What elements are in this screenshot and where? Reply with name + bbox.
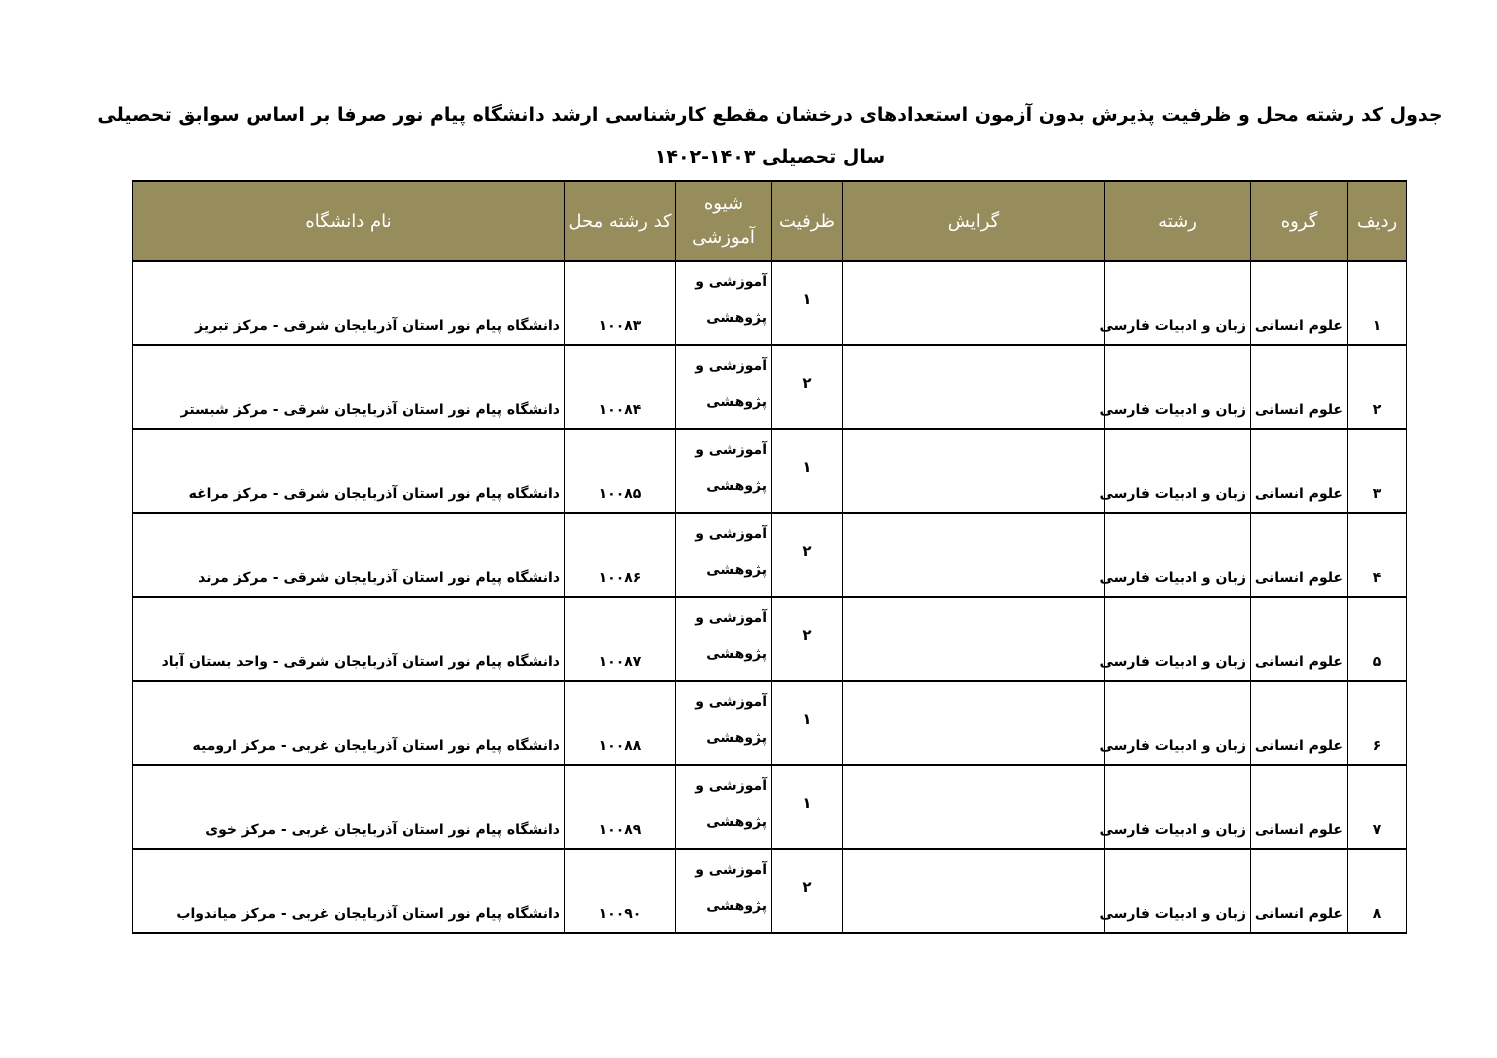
university-text: دانشگاه پیام نور استان آذربایجان غربی - مرکز خوی — [205, 822, 560, 838]
cell-group — [1251, 681, 1348, 765]
cell-radif — [1348, 345, 1407, 429]
radif-text: ۳ — [1372, 486, 1382, 502]
method-text-line2: پژوهشی — [706, 310, 767, 326]
group-text: علوم انسانی — [1254, 402, 1343, 418]
method-text-line2: پژوهشی — [706, 730, 767, 746]
cell-method — [676, 513, 772, 597]
radif-text: ۱ — [1372, 318, 1382, 334]
code-text: ۱۰۰۸۸ — [598, 738, 642, 754]
cell-field — [1099, 429, 1251, 513]
cell-orientation — [843, 765, 1105, 849]
capacity-text: ۱ — [802, 458, 812, 476]
cell-group — [1251, 849, 1348, 933]
cell-code — [565, 765, 676, 849]
field-text: زبان و ادبیات فارسی — [1099, 486, 1246, 502]
cell-group — [1251, 765, 1348, 849]
method-text-line2: پژوهشی — [706, 478, 767, 494]
cell-method — [676, 597, 772, 681]
cell-university — [133, 513, 565, 597]
cell-radif — [1348, 765, 1407, 849]
cell-university — [133, 597, 565, 681]
group-text: علوم انسانی — [1254, 486, 1343, 502]
table-row — [133, 681, 1407, 765]
cell-orientation — [843, 597, 1105, 681]
cell-radif — [1348, 849, 1407, 933]
header-orientation: گرایش — [843, 181, 1105, 261]
header-code: کد رشته محل — [565, 181, 676, 261]
table-row — [133, 429, 1407, 513]
table-row — [133, 345, 1407, 429]
header-field: رشته — [1105, 181, 1251, 261]
cell-field — [1099, 849, 1251, 933]
header-method — [676, 181, 772, 261]
method-text-line1: آموزشی و — [695, 862, 767, 878]
cell-code — [565, 513, 676, 597]
cell-capacity — [772, 345, 843, 429]
cell-capacity — [772, 849, 843, 933]
cell-group — [1251, 597, 1348, 681]
cell-orientation — [843, 261, 1105, 345]
cell-university — [133, 261, 565, 345]
cell-capacity — [772, 597, 843, 681]
field-text: زبان و ادبیات فارسی — [1099, 402, 1246, 418]
group-text: علوم انسانی — [1254, 822, 1343, 838]
header-group: گروه — [1251, 181, 1348, 261]
method-text-line2: پژوهشی — [706, 562, 767, 578]
field-text: زبان و ادبیات فارسی — [1099, 738, 1246, 754]
cell-code — [565, 345, 676, 429]
header-capacity: ظرفیت — [772, 181, 843, 261]
capacity-text: ۱ — [802, 710, 812, 728]
university-text: دانشگاه پیام نور استان آذربایجان غربی - مرکز میاندواب — [176, 906, 560, 922]
cell-code — [565, 261, 676, 345]
field-text: زبان و ادبیات فارسی — [1099, 570, 1246, 586]
capacity-text: ۱ — [802, 290, 812, 308]
cell-field — [1099, 513, 1251, 597]
cell-radif — [1348, 429, 1407, 513]
university-text: دانشگاه پیام نور استان آذربایجان شرقی - واحد بستان آباد — [161, 654, 560, 670]
cell-radif — [1348, 261, 1407, 345]
cell-group — [1251, 429, 1348, 513]
radif-text: ۷ — [1372, 822, 1382, 838]
capacity-text: ۲ — [802, 878, 812, 896]
cell-code — [565, 849, 676, 933]
cell-orientation — [843, 345, 1105, 429]
table-row — [133, 513, 1407, 597]
cell-code — [565, 681, 676, 765]
academic-year-subtitle: سال تحصیلی ۱۴۰۳-۱۴۰۲ — [654, 146, 886, 168]
code-text: ۱۰۰۸۳ — [598, 318, 642, 334]
cell-code — [565, 429, 676, 513]
method-text-line2: پژوهشی — [706, 394, 767, 410]
group-text: علوم انسانی — [1254, 738, 1343, 754]
cell-university — [133, 429, 565, 513]
group-text: علوم انسانی — [1254, 318, 1343, 334]
cell-method — [676, 765, 772, 849]
radif-text: ۲ — [1372, 402, 1382, 418]
cell-orientation — [843, 429, 1105, 513]
method-text-line2: پژوهشی — [706, 646, 767, 662]
method-text-line1: آموزشی و — [695, 778, 767, 794]
header-method-line2: آموزشی — [692, 227, 755, 248]
code-text: ۱۰۰۸۴ — [598, 402, 642, 418]
table-row — [133, 261, 1407, 345]
cell-capacity — [772, 765, 843, 849]
code-text: ۱۰۰۸۵ — [598, 486, 642, 502]
method-text-line1: آموزشی و — [695, 442, 767, 458]
group-text: علوم انسانی — [1254, 906, 1343, 922]
university-text: دانشگاه پیام نور استان آذربایجان شرقی - مرکز مرند — [198, 570, 560, 586]
cell-method — [676, 849, 772, 933]
method-text-line1: آموزشی و — [695, 274, 767, 290]
radif-text: ۵ — [1372, 654, 1382, 670]
cell-group — [1251, 513, 1348, 597]
field-text: زبان و ادبیات فارسی — [1099, 906, 1246, 922]
cell-university — [133, 681, 565, 765]
table-body — [133, 261, 1407, 933]
cell-university — [133, 849, 565, 933]
method-text-line2: پژوهشی — [706, 898, 767, 914]
capacity-text: ۱ — [802, 794, 812, 812]
group-text: علوم انسانی — [1254, 654, 1343, 670]
method-text-line2: پژوهشی — [706, 814, 767, 830]
method-text-line1: آموزشی و — [695, 526, 767, 542]
method-text-line1: آموزشی و — [695, 358, 767, 374]
header-radif: ردیف — [1348, 181, 1407, 261]
cell-capacity — [772, 261, 843, 345]
cell-field — [1099, 345, 1251, 429]
radif-text: ۶ — [1372, 738, 1382, 754]
cell-method — [676, 261, 772, 345]
admission-table — [132, 180, 1407, 934]
table-row — [133, 597, 1407, 681]
table-row — [133, 765, 1407, 849]
cell-method — [676, 345, 772, 429]
code-text: ۱۰۰۸۹ — [598, 822, 642, 838]
cell-field — [1099, 261, 1251, 345]
cell-radif — [1348, 513, 1407, 597]
cell-orientation — [843, 849, 1105, 933]
radif-text: ۴ — [1372, 570, 1382, 586]
cell-capacity — [772, 681, 843, 765]
group-text: علوم انسانی — [1254, 570, 1343, 586]
cell-method — [676, 681, 772, 765]
cell-orientation — [843, 681, 1105, 765]
header-university: نام دانشگاه — [133, 181, 565, 261]
method-text-line1: آموزشی و — [695, 610, 767, 626]
cell-field — [1099, 765, 1251, 849]
cell-radif — [1348, 597, 1407, 681]
radif-text: ۸ — [1372, 906, 1382, 922]
capacity-text: ۲ — [802, 542, 812, 560]
page-title: جدول کد رشته محل و ظرفیت پذیرش بدون آزمون استعدادهای درخشان مقطع کارشناسی ارشد دانشگاه پیام نور صرفا بر اساس سوابق تحصیلی — [97, 104, 1443, 126]
capacity-text: ۲ — [802, 374, 812, 392]
cell-university — [133, 765, 565, 849]
code-text: ۱۰۰۸۷ — [598, 654, 642, 670]
cell-capacity — [772, 513, 843, 597]
cell-group — [1251, 345, 1348, 429]
university-text: دانشگاه پیام نور استان آذربایجان شرقی - مرکز مراغه — [188, 486, 560, 502]
cell-field — [1099, 681, 1251, 765]
cell-group — [1251, 261, 1348, 345]
cell-orientation — [843, 513, 1105, 597]
table-header-row — [133, 181, 1407, 261]
cell-capacity — [772, 429, 843, 513]
university-text: دانشگاه پیام نور استان آذربایجان شرقی - مرکز تبریز — [195, 318, 560, 334]
capacity-text: ۲ — [802, 626, 812, 644]
cell-method — [676, 429, 772, 513]
university-text: دانشگاه پیام نور استان آذربایجان غربی - مرکز ارومیه — [192, 738, 560, 754]
code-text: ۱۰۰۹۰ — [598, 906, 642, 922]
field-text: زبان و ادبیات فارسی — [1099, 318, 1246, 334]
field-text: زبان و ادبیات فارسی — [1099, 822, 1246, 838]
cell-field — [1099, 597, 1251, 681]
code-text: ۱۰۰۸۶ — [598, 570, 642, 586]
university-text: دانشگاه پیام نور استان آذربایجان شرقی - مرکز شبستر — [180, 402, 560, 418]
field-text: زبان و ادبیات فارسی — [1099, 654, 1246, 670]
cell-code — [565, 597, 676, 681]
cell-radif — [1348, 681, 1407, 765]
table-row — [133, 849, 1407, 933]
cell-university — [133, 345, 565, 429]
method-text-line1: آموزشی و — [695, 694, 767, 710]
header-method-line1: شیوه — [703, 193, 744, 214]
